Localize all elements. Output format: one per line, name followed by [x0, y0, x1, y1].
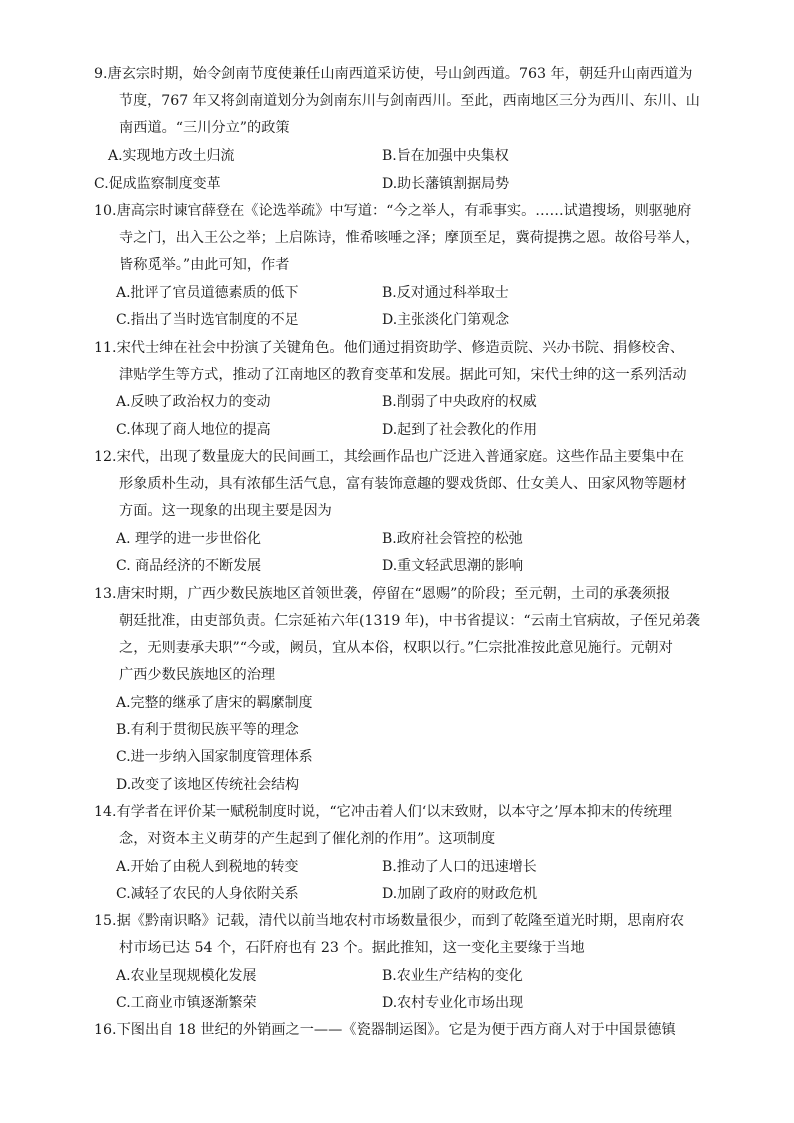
option-d: D.加剧了政府的财政危机	[382, 886, 538, 902]
option-c: C. 商品经济的不断发展	[116, 558, 262, 574]
option-a: A.开始了由税人到税地的转变	[116, 859, 299, 875]
question-stem-line: 广西少数民族地区的治理	[119, 667, 276, 683]
option-b: B.推动了人口的迅速增长	[382, 859, 537, 875]
question-stem-line: 节度，767 年又将剑南道划分为剑南东川与剑南西川。至此，西南地区三分为西川、东川、山	[119, 93, 700, 109]
question-stem-line: 朝廷批准，由吏部负责。仁宗延祐六年(1319 年)，中书省提议：“云南土官病故，子侄兄弟袭	[119, 613, 700, 629]
option-b: B.有利于贯彻民族平等的理念	[116, 722, 299, 738]
question-stem-line: 之，无则妻承夫职”“今或，阙员，宜从本俗，权职以行。”仁宗批准按此意见施行。元朝对	[119, 640, 673, 656]
option-d: D.农村专业化市场出现	[382, 995, 524, 1011]
question-stem-line: 津贴学生等方式，推动了江南地区的教育变革和发展。据此可知，宋代士绅的这一系列活动	[119, 367, 687, 383]
question-stem-line: 南西道。“三川分立”的政策	[119, 120, 290, 136]
option-a: A.反映了政治权力的变动	[116, 394, 271, 410]
option-b: B.政府社会管控的松弛	[382, 531, 523, 547]
option-c: C.进一步纳入国家制度管理体系	[116, 749, 313, 765]
option-c: C.工商业市镇逐渐繁荣	[116, 995, 257, 1011]
question-stem-line: 16.下图出自 18 世纪的外销画之一——《瓷器制运图》。它是为便于西方商人对于中国景德镇	[94, 1022, 676, 1038]
option-b: B.旨在加强中央集权	[382, 148, 509, 164]
question-stem-line: 13.唐宋时期，广西少数民族地区首领世袭，停留在“恩赐”的阶段；至元朝，土司的承袭须报	[94, 586, 671, 602]
question-stem-line: 寺之门，出入王公之举；上启陈诗，惟希咳唾之泽；摩顶至足，冀荷提携之恩。故俗号举人，	[119, 230, 700, 246]
option-d: D.重文轻武思潮的影响	[382, 558, 524, 574]
option-a: A.完整的继承了唐宋的羁縻制度	[116, 695, 313, 711]
option-d: D.改变了该地区传统社会结构	[116, 777, 300, 793]
question-stem-line: 12.宋代，出现了数量庞大的民间画工，其绘画作品也广泛进入普通家庭。这些作品主要集中在	[94, 449, 685, 465]
option-b: B.削弱了中央政府的权威	[382, 394, 537, 410]
option-a: A. 理学的进一步世俗化	[116, 531, 262, 547]
option-d: D.起到了社会教化的作用	[382, 422, 538, 438]
question-stem-line: 9.唐玄宗时期，始令剑南节度使兼任山南西道采访使，号山剑西道。763 年，朝廷升山南西道为	[94, 66, 693, 82]
option-b: B.反对通过科举取士	[382, 285, 509, 301]
question-stem-line: 11.宋代士绅在社会中扮演了关键角色。他们通过捐资助学、修造贡院、兴办书院、捐修校舍、	[94, 340, 685, 356]
question-stem-line: 念，对资本主义萌芽的产生起到了催化剂的作用”。这项制度	[119, 831, 496, 847]
option-c: C.指出了当时选官制度的不足	[116, 312, 299, 328]
question-stem-line: 形象质朴生动，具有浓郁生活气息，富有装饰意趣的婴戏货郎、仕女美人、田家风物等题材	[119, 476, 687, 492]
option-d: D.助长藩镇割据局势	[382, 176, 510, 192]
option-a: A.批评了官员道德素质的低下	[116, 285, 299, 301]
question-stem-line: 皆称觅举。”由此可知，作者	[119, 257, 290, 273]
option-c: C.减轻了农民的人身依附关系	[116, 886, 299, 902]
question-stem-line: 村市场已达 54 个，石阡府也有 23 个。据此推知，这一变化主要缘于当地	[119, 940, 585, 956]
question-stem-line: 14.有学者在评价某一赋税制度时说，“它冲击着人们‘以末致财，以本守之’厚本抑末的传统理	[94, 804, 672, 820]
question-stem-line: 15.据《黔南识略》记载，清代以前当地农村市场数量很少，而到了乾隆至道光时期，思南府农	[94, 913, 685, 929]
option-b: B.农业生产结构的变化	[382, 968, 523, 984]
option-a: A.农业呈现规模化发展	[116, 968, 257, 984]
question-stem-line: 10.唐高宗时谏官薛登在《论选举疏》中写道：“今之举人，有乖事实。……试遣搜场，则驱驰府	[94, 203, 692, 219]
question-stem-line: 方面。这一现象的出现主要是因为	[119, 503, 332, 519]
option-d: D.主张淡化门第观念	[382, 312, 510, 328]
option-c: C.体现了商人地位的提高	[116, 422, 271, 438]
option-c: C.促成监察制度变革	[94, 176, 221, 192]
option-a: A.实现地方改土归流	[108, 148, 235, 164]
